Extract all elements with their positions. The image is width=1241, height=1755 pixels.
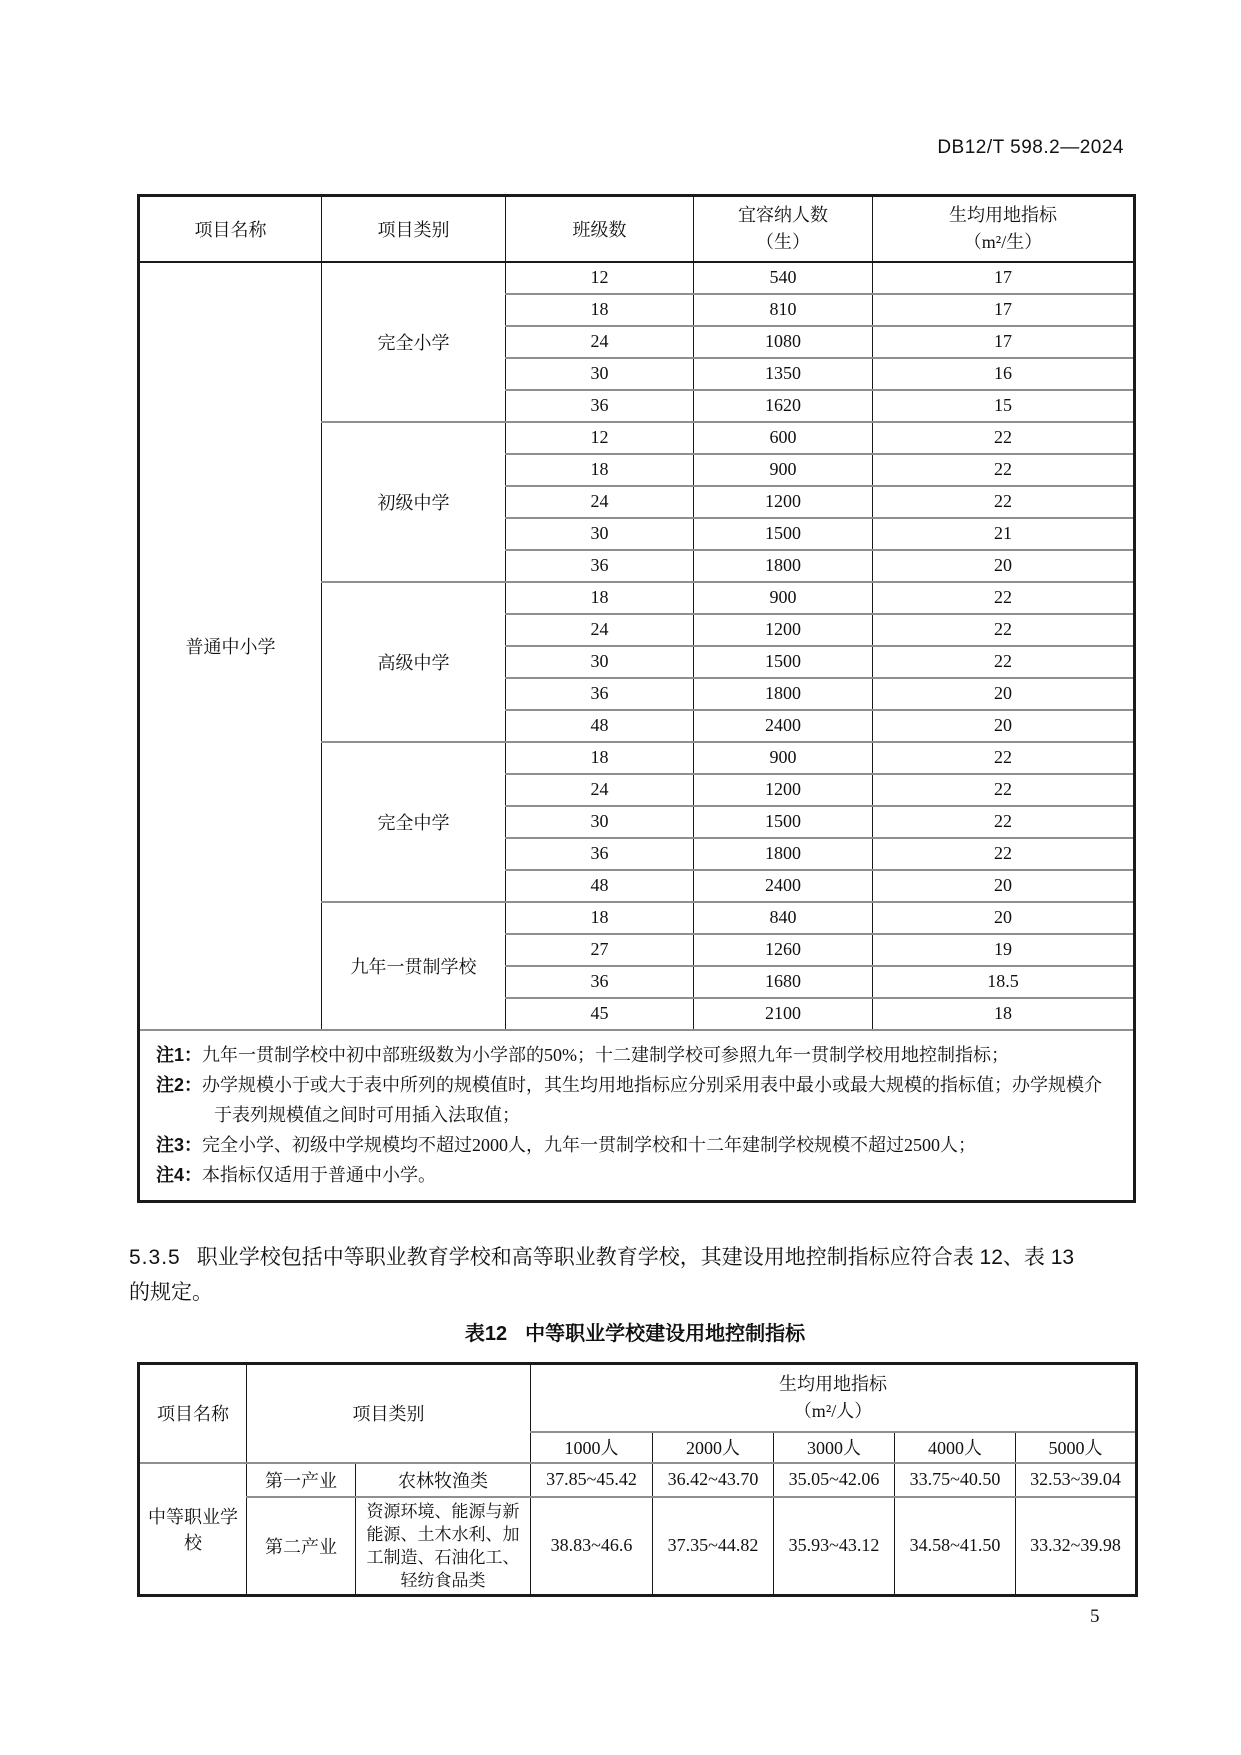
table-note-3 bbox=[156, 1130, 1119, 1160]
table12-title-text: 中等职业学校建设用地控制指标 bbox=[525, 1323, 806, 1345]
note-2-text: 办学规模小于或大于表中所列的规模值时，其生均用地指标应分别采用表中最小或最大规模的指标值；办学规模介于表列规模值之间时可用插入法取值； bbox=[202, 1074, 1103, 1125]
header-project-name: 项目名称 bbox=[139, 196, 322, 262]
header-indicator-line1: 生均用地指标 bbox=[949, 204, 1057, 225]
capacity-cell: 900 bbox=[694, 582, 873, 614]
clause-number: 5.3.5 bbox=[129, 1246, 181, 1269]
value-cell-5000: 33.32~39.98 bbox=[1016, 1497, 1137, 1596]
value-cell-3000: 35.05~42.06 bbox=[774, 1463, 895, 1497]
note-4-label: 注4： bbox=[156, 1164, 203, 1185]
indicator-cell: 22 bbox=[873, 486, 1135, 518]
notes-row bbox=[139, 1030, 1135, 1202]
table-note-4 bbox=[156, 1160, 1119, 1190]
indicator-cell: 18 bbox=[873, 998, 1135, 1030]
header-indicator bbox=[873, 196, 1135, 262]
indicator-cell: 22 bbox=[873, 838, 1135, 870]
header-indicator-line2: （m²/生） bbox=[963, 231, 1043, 252]
category-cell: 高级中学 bbox=[322, 582, 506, 742]
header-row bbox=[139, 1364, 1137, 1432]
class-count-cell: 24 bbox=[506, 774, 694, 806]
note-1-label: 注1： bbox=[156, 1044, 203, 1065]
doc-number: DB12/T 598.2—2024 bbox=[937, 137, 1124, 158]
school-land-table-header bbox=[139, 196, 1135, 262]
indicator-cell: 17 bbox=[873, 326, 1135, 358]
header-project-name: 项目名称 bbox=[139, 1364, 247, 1463]
indicator-cell: 22 bbox=[873, 774, 1135, 806]
capacity-cell: 900 bbox=[694, 454, 873, 486]
table-note-2 bbox=[156, 1070, 1119, 1130]
capacity-cell: 600 bbox=[694, 422, 873, 454]
note-3-label: 注3： bbox=[156, 1134, 203, 1155]
indicator-cell: 22 bbox=[873, 646, 1135, 678]
clause-5-3-5 bbox=[129, 1240, 1097, 1310]
category-cell: 完全中学 bbox=[322, 742, 506, 902]
class-count-cell: 36 bbox=[506, 550, 694, 582]
vocational-table-header bbox=[139, 1364, 1137, 1463]
capacity-cell: 1500 bbox=[694, 806, 873, 838]
industry-cell: 第一产业 bbox=[247, 1463, 356, 1497]
capacity-cell: 810 bbox=[694, 294, 873, 326]
value-cell-2000: 36.42~43.70 bbox=[653, 1463, 774, 1497]
class-count-cell: 48 bbox=[506, 710, 694, 742]
indicator-cell: 17 bbox=[873, 294, 1135, 326]
class-count-cell: 30 bbox=[506, 646, 694, 678]
indicator-cell: 22 bbox=[873, 614, 1135, 646]
note-3-text: 完全小学、初级中学规模均不超过2000人，九年一贯制学校和十二年建制学校规模不超过2500人； bbox=[202, 1134, 977, 1155]
indicator-cell: 20 bbox=[873, 550, 1135, 582]
school-land-table bbox=[137, 194, 1136, 1203]
header-capacity-line2: （生） bbox=[756, 231, 810, 252]
value-cell-1000: 38.83~46.6 bbox=[531, 1497, 653, 1596]
table-row bbox=[139, 1497, 1137, 1596]
class-count-cell: 30 bbox=[506, 518, 694, 550]
indicator-cell: 20 bbox=[873, 902, 1135, 934]
note-1-text: 九年一贯制学校中初中部班级数为小学部的50%；十二建制学校可参照九年一贯制学校用地控制指标； bbox=[202, 1044, 1010, 1065]
class-count-cell: 36 bbox=[506, 966, 694, 998]
header-class-count: 班级数 bbox=[506, 196, 694, 262]
value-cell-5000: 32.53~39.04 bbox=[1016, 1463, 1137, 1497]
capacity-cell: 2400 bbox=[694, 870, 873, 902]
header-capacity-line1: 宜容纳人数 bbox=[738, 204, 828, 225]
indicator-cell: 16 bbox=[873, 358, 1135, 390]
class-count-cell: 18 bbox=[506, 742, 694, 774]
indicator-cell: 20 bbox=[873, 678, 1135, 710]
capacity-cell: 1080 bbox=[694, 326, 873, 358]
header-project-category: 项目类别 bbox=[247, 1364, 531, 1463]
capacity-cell: 2400 bbox=[694, 710, 873, 742]
table-row bbox=[139, 1463, 1137, 1497]
table-note-1 bbox=[156, 1040, 1119, 1070]
note-4-text: 本指标仅适用于普通中小学。 bbox=[202, 1164, 437, 1185]
header-indicator-line1: 生均用地指标 bbox=[779, 1373, 888, 1394]
indicator-cell: 22 bbox=[873, 742, 1135, 774]
capacity-cell: 1260 bbox=[694, 934, 873, 966]
value-cell-3000: 35.93~43.12 bbox=[774, 1497, 895, 1596]
category-cell: 初级中学 bbox=[322, 422, 506, 582]
class-count-cell: 12 bbox=[506, 262, 694, 294]
capacity-cell: 1680 bbox=[694, 966, 873, 998]
indicator-cell: 18.5 bbox=[873, 966, 1135, 998]
header-project-category: 项目类别 bbox=[322, 196, 506, 262]
capacity-cell: 840 bbox=[694, 902, 873, 934]
capacity-cell: 1800 bbox=[694, 550, 873, 582]
header-indicator-line2: （m²/人） bbox=[793, 1400, 873, 1421]
project-name-cell: 普通中小学 bbox=[139, 262, 322, 1030]
indicator-cell: 22 bbox=[873, 806, 1135, 838]
indicator-cell: 22 bbox=[873, 422, 1135, 454]
capacity-cell: 1200 bbox=[694, 774, 873, 806]
table12-title bbox=[137, 1317, 1133, 1346]
class-count-cell: 24 bbox=[506, 486, 694, 518]
class-count-cell: 48 bbox=[506, 870, 694, 902]
indicator-cell: 20 bbox=[873, 870, 1135, 902]
indicator-cell: 21 bbox=[873, 518, 1135, 550]
class-count-cell: 18 bbox=[506, 294, 694, 326]
capacity-cell: 1200 bbox=[694, 614, 873, 646]
project-name-cell: 中等职业学校 bbox=[139, 1463, 247, 1596]
class-count-cell: 30 bbox=[506, 358, 694, 390]
header-indicator bbox=[531, 1364, 1137, 1432]
header-size-3000: 3000人 bbox=[774, 1432, 895, 1463]
indicator-cell: 15 bbox=[873, 390, 1135, 422]
page-number: 5 bbox=[1090, 1606, 1100, 1627]
capacity-cell: 1800 bbox=[694, 838, 873, 870]
header-size-2000: 2000人 bbox=[653, 1432, 774, 1463]
indicator-cell: 22 bbox=[873, 582, 1135, 614]
class-count-cell: 36 bbox=[506, 390, 694, 422]
class-count-cell: 18 bbox=[506, 454, 694, 486]
category-cell: 农林牧渔类 bbox=[356, 1463, 531, 1497]
vocational-school-table bbox=[137, 1362, 1138, 1597]
class-count-cell: 24 bbox=[506, 614, 694, 646]
capacity-cell: 1500 bbox=[694, 646, 873, 678]
header-size-4000: 4000人 bbox=[895, 1432, 1016, 1463]
indicator-cell: 22 bbox=[873, 454, 1135, 486]
header-size-5000: 5000人 bbox=[1016, 1432, 1137, 1463]
class-count-cell: 45 bbox=[506, 998, 694, 1030]
class-count-cell: 30 bbox=[506, 806, 694, 838]
value-cell-4000: 33.75~40.50 bbox=[895, 1463, 1016, 1497]
category-cell: 资源环境、能源与新能源、土木水利、加工制造、石油化工、轻纺食品类 bbox=[356, 1497, 531, 1596]
capacity-cell: 1620 bbox=[694, 390, 873, 422]
value-cell-1000: 37.85~45.42 bbox=[531, 1463, 653, 1497]
header-size-1000: 1000人 bbox=[531, 1432, 653, 1463]
clause-text: 职业学校包括中等职业教育学校和高等职业教育学校，其建设用地控制指标应符合表 12、表 13 的规定。 bbox=[129, 1246, 1075, 1304]
class-count-cell: 27 bbox=[506, 934, 694, 966]
class-count-cell: 24 bbox=[506, 326, 694, 358]
indicator-cell: 19 bbox=[873, 934, 1135, 966]
indicator-cell: 20 bbox=[873, 710, 1135, 742]
capacity-cell: 1350 bbox=[694, 358, 873, 390]
capacity-cell: 1500 bbox=[694, 518, 873, 550]
class-count-cell: 12 bbox=[506, 422, 694, 454]
class-count-cell: 36 bbox=[506, 838, 694, 870]
capacity-cell: 2100 bbox=[694, 998, 873, 1030]
category-cell: 九年一贯制学校 bbox=[322, 902, 506, 1030]
note-2-label: 注2： bbox=[156, 1074, 203, 1095]
capacity-cell: 900 bbox=[694, 742, 873, 774]
class-count-cell: 18 bbox=[506, 582, 694, 614]
indicator-cell: 17 bbox=[873, 262, 1135, 294]
class-count-cell: 18 bbox=[506, 902, 694, 934]
table12-title-label: 表12 bbox=[464, 1323, 508, 1345]
class-count-cell: 36 bbox=[506, 678, 694, 710]
table-row bbox=[139, 262, 1135, 294]
header-row bbox=[139, 196, 1135, 262]
capacity-cell: 1200 bbox=[694, 486, 873, 518]
table-notes bbox=[139, 1030, 1135, 1202]
value-cell-2000: 37.35~44.82 bbox=[653, 1497, 774, 1596]
value-cell-4000: 34.58~41.50 bbox=[895, 1497, 1016, 1596]
capacity-cell: 1800 bbox=[694, 678, 873, 710]
category-cell: 完全小学 bbox=[322, 262, 506, 422]
header-capacity bbox=[694, 196, 873, 262]
capacity-cell: 540 bbox=[694, 262, 873, 294]
industry-cell: 第二产业 bbox=[247, 1497, 356, 1596]
